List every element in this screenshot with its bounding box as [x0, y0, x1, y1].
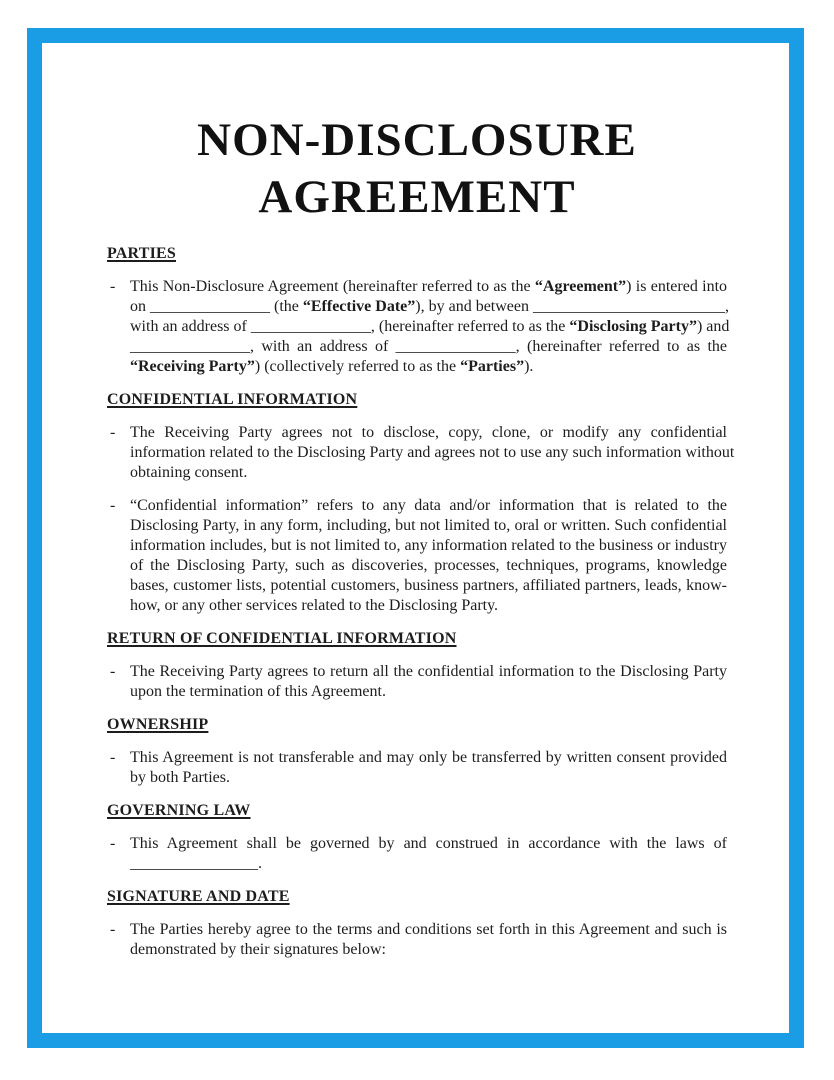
- paragraph-text: This Agreement shall be governed by and construed in accordance with the laws of ________________.: [130, 835, 727, 872]
- paragraph-text: “Confidential information” refers to any data and/or information that is related to the Disclosing Party, in any form, including, but not limited to, oral or written. Such confidential information includes, but is not limited to, any information related to the business or industry of the Disclosing Party, such as discoveries, processes, techniques, programs, knowledge bases, customer lists, potential customers, business partners, affiliated partners, leads, know- how, or any other services related to the Disclosing Party.: [130, 497, 727, 614]
- section-signature-and-date: [107, 887, 727, 960]
- document-title: NON-DISCLOSURE AGREEMENT: [197, 114, 637, 223]
- section-heading-ownership: OWNERSHIP: [107, 716, 209, 733]
- bullet-dash: -: [110, 663, 116, 680]
- bullet-paragraph: [107, 834, 727, 874]
- section-ownership: [107, 715, 727, 788]
- section-governing-law: [107, 801, 727, 874]
- bullet-dash: -: [110, 835, 116, 852]
- section-parties: [107, 244, 730, 377]
- paragraph-text: The Receiving Party agrees not to disclose, copy, clone, or modify any confidential information related to the Disclosing Party and agrees not to use any such information without obtaining consent.: [130, 424, 735, 481]
- bullet-paragraph: [107, 748, 727, 788]
- document-content: [107, 112, 735, 973]
- bullet-dash: -: [110, 278, 116, 295]
- bullet-dash: -: [110, 921, 116, 938]
- bullet-paragraph: [107, 423, 735, 483]
- section-heading-parties: PARTIES: [107, 245, 177, 262]
- bullet-dash: -: [110, 424, 116, 441]
- bullet-dash: -: [110, 749, 116, 766]
- paragraph-text: This Agreement is not transferable and may only be transferred by written consent provided by both Parties.: [130, 749, 727, 786]
- section-heading-return-of-confidential-information: RETURN OF CONFIDENTIAL INFORMATION: [107, 630, 457, 647]
- bullet-paragraph: [107, 496, 727, 616]
- bullet-paragraph: [107, 662, 727, 702]
- section-heading-signature-and-date: SIGNATURE AND DATE: [107, 888, 290, 905]
- section-heading-confidential-information: CONFIDENTIAL INFORMATION: [107, 391, 358, 408]
- section-confidential-information: [107, 390, 735, 616]
- paragraph-text: This Non-Disclosure Agreement (hereinafter referred to as the “Agreement”) is entered into on _______________ (the “Effective Date”), by and between ________________________, with an address of _______________, (hereinafter referred to as the “Disclosing Party”) and _______________, with an address of _______________, (hereinafter referred to as the “Receiving Party”) (collectively referred to as the “Parties”).: [130, 278, 730, 375]
- bullet-paragraph: [107, 277, 730, 377]
- bullet-paragraph: [107, 920, 727, 960]
- section-return-of-confidential-information: [107, 629, 727, 702]
- paragraph-text: The Parties hereby agree to the terms and conditions set forth in this Agreement and such is demonstrated by their signatures below:: [130, 921, 727, 958]
- bullet-dash: -: [110, 497, 116, 514]
- section-heading-governing-law: GOVERNING LAW: [107, 802, 251, 819]
- paragraph-text: The Receiving Party agrees to return all the confidential information to the Disclosing Party upon the termination of this Agreement.: [130, 663, 727, 700]
